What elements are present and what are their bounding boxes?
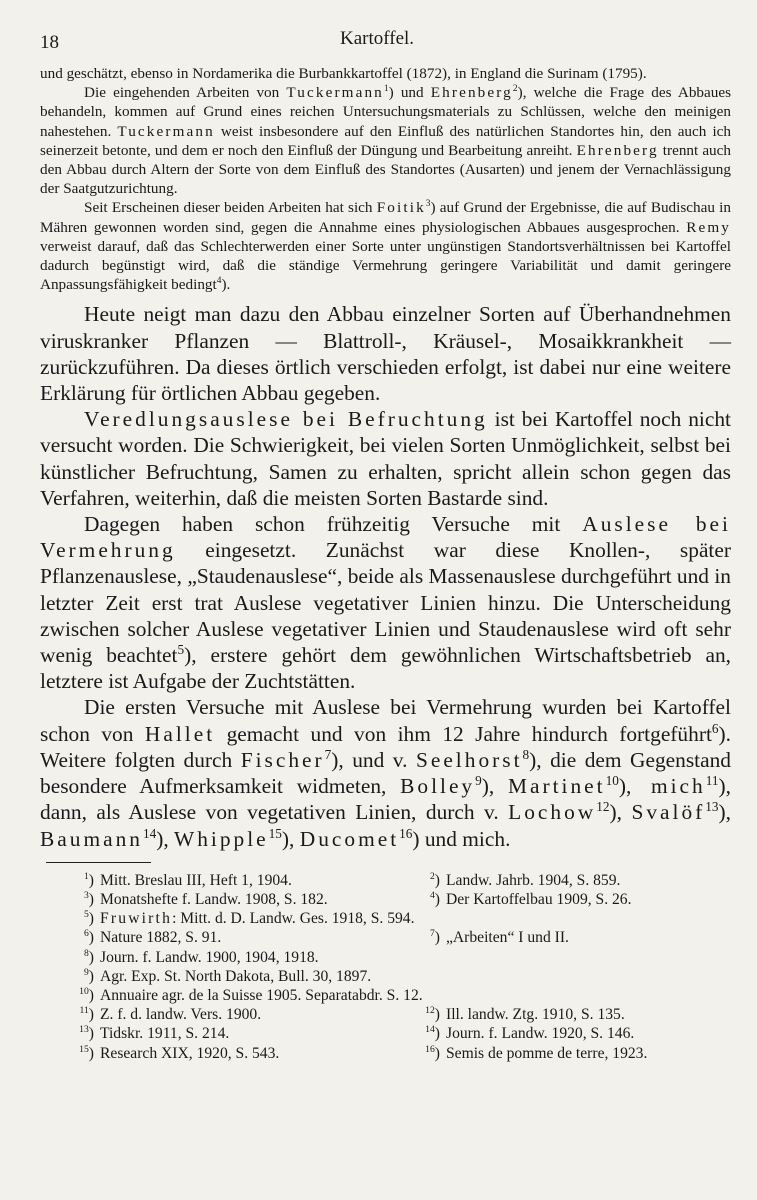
author-name-seelhorst: Seelhorst [415, 747, 523, 772]
text-run: verweist darauf, daß das Schlechterwerden einer Sorte unter ungünstigen Standortsverhältnissen bei Kartoffel dadurch begünstigt wird, daß die ständige Vermehrung geringere Variabilität und damit geringere Anpassungsfähigkeit bedingt [40, 237, 731, 294]
author-name-bolley: Bolley [400, 774, 476, 799]
author-name-ehrenberg: Ehrenberg [430, 84, 513, 102]
footnote-ref-4[interactable]: 4 [216, 276, 222, 287]
text-run: , [289, 826, 300, 851]
footnote-7: $^7$) „Arbeiten“ I und II. [429, 928, 569, 947]
footnote-ref-10[interactable]: 10 [605, 772, 619, 788]
text-run: , die dem Gegenstand besondere Aufmerksamkeit widmeten, [40, 747, 731, 799]
footnote-divider [46, 862, 151, 863]
term-veredlungsauslese: Veredlungsauslese bei Befruchtung [84, 407, 488, 432]
footnote-8: $^8$) Journ. f. Landw. 1900, 1904, 1918. [83, 947, 319, 966]
author-name-svalof: Svalöf [631, 800, 706, 825]
footnote-6: $^6$) Nature 1882, S. 91. [83, 928, 222, 947]
footnote-ref-3[interactable]: 3 [425, 199, 431, 210]
footnote-ref-16[interactable]: 16 [399, 825, 413, 841]
footnote-1: $^1$) Mitt. Breslau III, Heft 1, 1904. [83, 870, 292, 889]
paragraph-tuckermann-ehrenberg: Die eingehenden Arbeiten von Tuckermann$^1$) und Ehrenberg$^2$), welche die Frage des Abbaues behandeln, kommen auf Grund eines reichen Untersuchungsmaterials zu Schlüssen, welche den meinigen nahestehen. Tuckermann weist insbesondere auf den Einfluß des natürlichen Standortes hin, den auch ich seinerzeit betonte, und dem er noch den Einfluß der Düngung und Bearbeitung anreiht. Ehrenberg trennt auch den Abbau durch Altern der Sorte von dem Einfluß des Standortes (Ausarten) und jenem der Vernachlässigung der Saatgutzurichtung. [40, 84, 731, 198]
footnote-row [40, 1005, 731, 1024]
text-run: , [616, 800, 632, 825]
footnote-ref-15[interactable]: 15 [268, 825, 282, 841]
text-run: , und v. [338, 747, 416, 772]
footnote-ref-8[interactable]: 8 [522, 746, 530, 762]
paragraph-virus: Heute neigt man dazu den Abbau einzelner Sorten auf Überhandnehmen viruskranker Pflanzen — Blattroll-, Kräusel-, Mosaikkrankheit — zurückzuführen. Da dieses örtlich verschieden erfolgt, ist dabei nur eine weitere Erklärung für örtlichen Abbau gegeben. [40, 302, 731, 406]
footnote-row [40, 1024, 731, 1043]
footnote-9: $^9$) Agr. Exp. St. North Dakota, Bull. 30, 1897. [83, 966, 372, 985]
text-run: ). [221, 276, 231, 294]
footnote-4: $^4$) Der Kartoffelbau 1909, S. 26. [429, 889, 632, 908]
author-name-tuckermann: Tuckermann [286, 84, 384, 102]
footnote-row [40, 986, 731, 1005]
footnote-row [40, 909, 731, 928]
footnote-ref-2[interactable]: 2 [512, 84, 518, 95]
text-run: . Weitere folgten durch [40, 721, 732, 772]
text-run: Dagegen haben schon frühzeitig Versuche mit [84, 512, 583, 537]
page-number: 18 [40, 32, 59, 53]
footnote-16: $^{16}$) Semis de pomme de terre, 1923. [425, 1043, 648, 1062]
text-run: gemacht und von ihm 12 Jahre hindurch fortgeführt [215, 721, 712, 746]
text-run: , erstere gehört dem gewöhnlichen Wirtschaftsbetrieb an, letztere ist Aufgabe der Zuchtstätten. [40, 643, 731, 694]
text-run: weist insbesondere auf den Einfluß des natürlichen Standortes hin, den auch ich seinerzeit betonte, und dem er noch den Einfluß der Düngung und Bearbeitung anreiht. [40, 122, 731, 159]
footnote-ref-6[interactable]: 6 [711, 720, 719, 736]
footnote-12: $^{12}$) Ill. landw. Ztg. 1910, S. 135. [425, 1004, 625, 1024]
author-name-ehrenberg: Ehrenberg [576, 141, 659, 159]
author-name-remy: Remy [686, 218, 731, 236]
footnote-2: $^2$) Landw. Jahrb. 1904, S. 859. [429, 870, 621, 889]
footnote-ref-9[interactable]: 9 [475, 772, 482, 788]
footnotes [40, 871, 731, 1063]
text-run: Seit Erscheinen dieser beiden Arbeiten hat sich [84, 199, 377, 217]
text-run: , [725, 800, 731, 825]
paragraph-foitik-remy: Seit Erscheinen dieser beiden Arbeiten hat sich Foitik$^3$) auf Grund der Ergebnisse, die auf Budischau in Mähren gewonnen worden sind, gegen die Annahme eines physiologischen Abbaues ausgesprochen. Remy verweist darauf, daß das Schlechterwerden einer Sorte unter ungünstigen Standortsverhältnissen bei Kartoffel dadurch begünstigt wird, daß die ständige Vermehrung geringere Variabilität und damit geringere Anpassungsfähigkeit bedingt$^4$). [40, 199, 731, 294]
footnote-11: $^{11}$) Z. f. d. landw. Vers. 1900. [79, 1004, 262, 1024]
footnote-ref-11[interactable]: 11 [705, 772, 719, 788]
footnote-row [40, 871, 731, 890]
footnote-ref-5[interactable]: 5 [177, 641, 185, 657]
main-text-section [40, 301, 731, 851]
footnote-ref-13[interactable]: 13 [705, 799, 719, 815]
text-run: und mich. [419, 826, 511, 851]
text-run: trennt auch den Abbau durch Altern der Sorte von dem Einfluß des Standortes (Ausarten) und jenem der Vernachlässigung der Saatgutzurichtung. [40, 141, 731, 198]
term-auslese-bei-vermehrung: Auslese bei Vermehrung [40, 512, 731, 563]
paragraph-veredlungsauslese [40, 406, 731, 511]
footnote-row [40, 948, 731, 967]
author-name-fischer: Fischer [240, 747, 325, 772]
footnote-row [40, 967, 731, 986]
paragraph-erste-versuche: Die ersten Versuche mit Auslese bei Vermehrung wurden bei Kartoffel schon von Hallet gemacht und von ihm 12 Jahre hindurch fortgeführt$^6$). Weitere folgten durch Fischer$^7$), und v. Seelhorst$^8$), die dem Gegenstand besondere Aufmerksamkeit widmeten, Bolley$^9$), Martinet$^{10}$), mich$^{11}$), dann, als Auslese von vegetativen Linien, durch v. Lochow$^{12}$), Svalöf$^{13}$), Baumann$^{14}$), Whipple$^{15}$), Ducomet$^{16}$) und mich. [40, 695, 732, 851]
text-run: und [393, 84, 431, 102]
footnote-ref-1[interactable]: 1 [383, 84, 389, 95]
author-name-martinet: Martinet [507, 774, 606, 799]
text-run: , dann, als Auslese von vegetativen Linien, durch v. [40, 774, 731, 825]
author-name-foitik: Foitik [376, 199, 426, 217]
small-print-section [40, 64, 731, 294]
text-run: , [163, 826, 175, 851]
author-name-baumann: Baumann [40, 826, 143, 851]
footnote-ref-14[interactable]: 14 [142, 825, 157, 841]
text-run: , [488, 774, 508, 799]
paragraph-continuation: und geschätzt, ebenso in Nordamerika die Burbankkartoffel (1872), in England die Surinam (1795). [40, 65, 647, 82]
text-run: auf Grund der Ergebnisse, die auf Budischau in Mähren gewonnen worden sind, gegen die Annahme eines physiologischen Abbaues ausgesprochen. [40, 199, 731, 236]
text-run: , welche die Frage des Abbaues behandeln, kommen auf Grund eines reichen Untersuchungsmaterials zu Schlüssen, welche den meinigen nahestehen. [40, 84, 731, 140]
text-run: Die ersten Versuche mit Auslese bei Vermehrung wurden bei Kartoffel schon von [40, 695, 731, 746]
text-run: eingesetzt. Zunächst war diese Knollen-, später Pflanzenauslese, „Staudenauslese“, beide als Massenauslese durchgeführt und in letzter Zeit erst trat Auslese vegetativer Linien hinzu. Die Unterscheidung zwischen solcher Auslese vegetativer Linien und Staudenauslese wird oft sehr wenig beachtet [40, 538, 731, 668]
paragraph-auslese-vermehrung: Dagegen haben schon frühzeitig Versuche mit Auslese bei Vermehrung eingesetzt. Zunächst war diese Knollen-, später Pflanzenauslese, „Staudenauslese“, beide als Massenauslese durchgeführt und in letzter Zeit erst trat Auslese vegetativer Linien hinzu. Die Unterscheidung zwischen solcher Auslese vegetativer Linien und Staudenauslese wird oft sehr wenig beachtet$^5$), erstere gehört dem gewöhnlichen Wirtschaftsbetrieb an, letztere ist Aufgabe der Zuchtstätten. [40, 512, 731, 694]
footnote-5: $^5$) Fruwirth : Mitt. d. D. Landw. Ges. 1918, S. 594. [83, 908, 415, 928]
author-name-whipple: Whipple [174, 826, 269, 851]
footnote-14: $^{14}$) Journ. f. Landw. 1920, S. 146. [425, 1024, 635, 1043]
footnote-row [40, 1044, 731, 1063]
footnote-15: $^{15}$) Research XIX, 1920, S. 543. [79, 1043, 280, 1062]
footnote-ref-7[interactable]: 7 [324, 746, 332, 762]
footnote-3: $^3$) Monatshefte f. Landw. 1908, S. 182. [83, 889, 328, 908]
author-name-ducomet: Ducomet [299, 826, 400, 851]
author-name-hallet: Hallet [144, 721, 216, 746]
footnote-10: $^{10}$) Annuaire agr. de la Suisse 1905. Separatabdr. S. 12. [79, 985, 423, 1004]
author-name-lochow: Lochow [508, 800, 597, 825]
author-name-mich: , mich [625, 774, 706, 799]
author-name-tuckermann: Tuckermann [117, 122, 215, 140]
footnote-ref-12[interactable]: 12 [596, 799, 610, 815]
footnote-row [40, 928, 731, 947]
text-run: Die eingehenden Arbeiten von [84, 84, 287, 102]
running-head: Kartoffel. [340, 28, 415, 49]
author-name-fruwirth: Fruwirth [100, 910, 173, 928]
footnote-row [40, 890, 731, 909]
footnote-13: $^{13}$) Tidskr. 1911, S. 214. [79, 1024, 230, 1043]
page-header [40, 20, 731, 64]
text-run: ist bei Kartoffel noch nicht versucht worden. Die Schwierigkeit, bei vielen Sorten Unmöglichkeit, selbst bei künstlicher Befruchtung, Samen zu erhalten, spricht allein schon gegen das Verfahren, weiterhin, daß die meisten Sorten Bastarde sind. [40, 407, 731, 510]
